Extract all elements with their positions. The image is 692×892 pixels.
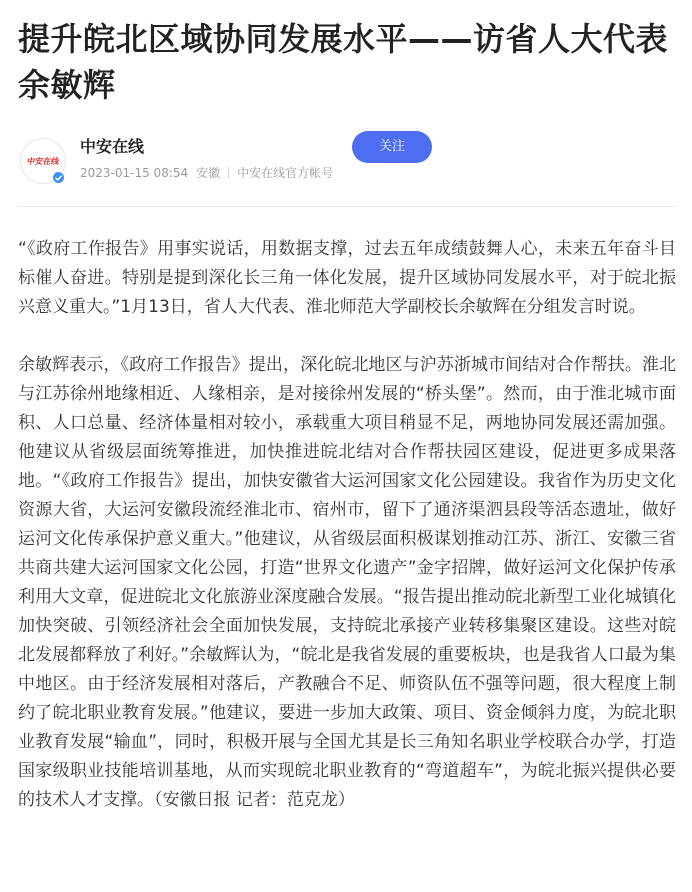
account-type: 中安在线官方帐号 [237,166,334,180]
publish-location: 安徽 [196,166,221,180]
author-name[interactable]: 中安在线 [80,137,145,156]
publish-date: 2023-01-15 08:54 [80,166,189,180]
author-bar [18,136,676,207]
article [18,16,676,844]
verified-badge [51,170,66,185]
article-body [18,235,676,815]
post-meta [80,164,341,182]
article-title: 提升皖北区域协同发展水平——访省人大代表余敏辉 [18,20,669,104]
article-paragraph: 余敏辉表示，《政府工作报告》提出，深化皖北地区与沪苏浙城市间结对合作帮扶。淮北与江苏徐州地缘相近、人缘相亲，是对接徐州发展的“桥头堡”。然而，由于淮北城市面积、人口总量、经济体量相对较小，承载重大项目稍显不足，两地协同发展还需加强。他建议从省级层面统筹推进，加快推进皖北结对合作帮扶园区建设，促进更多成果落地。“《政府工作报告》提出，加快安徽省大运河国家文化公园建设。我省作为历史文化资源大省，大运河安徽段流经淮北市、宿州市，留下了通济渠泗县段等活态遗址，做好运河文化传承保护意义重大。”他建议，从省级层面积极谋划推动江苏、浙江、安徽三省共商共建大运河国家文化公园，打造“世界文化遗产”金字招牌，做好运河文化保护传承利用大文章，促进皖北文化旅游业深度融合发展。“报告提出推动皖北新型工业化城镇化加快突破、引领经济社会全面加快发展，支持皖北承接产业转移集聚区建设。这些对皖北发展都释放了利好。”余敏辉认为，“皖北是我省发展的重要板块，也是我省人口最为集中地区。由于经济发展相对落后，产教融合不足、师资队伍不强等问题，很大程度上制约了皖北职业教育发展。”他建议，要进一步加大政策、项目、资金倾斜力度，为皖北职业教育发展“输血”，同时，积极开展与全国尤其是长三角知名职业学校联合办学，打造国家级职业技能培训基地，从而实现皖北职业教育的“弯道超车”，为皖北振兴提供必要的技术人才支撑。（安徽日报 记者：范克龙） [18,355,676,810]
article-paragraph: “《政府工作报告》用事实说话，用数据支撑，过去五年成绩鼓舞人心，未来五年奋斗目标催人奋进。特别是提到深化长三角一体化发展，提升区域协同发展水平，对于皖北振兴意义重大。”1月13日，省人大代表、淮北师范大学副校长余敏辉在分组发言时说。 [18,239,676,317]
check-icon [55,175,62,181]
meta-divider [228,167,229,178]
avatar-logo: 中安在线 [26,155,60,166]
follow-button[interactable]: 关注 [352,131,432,163]
